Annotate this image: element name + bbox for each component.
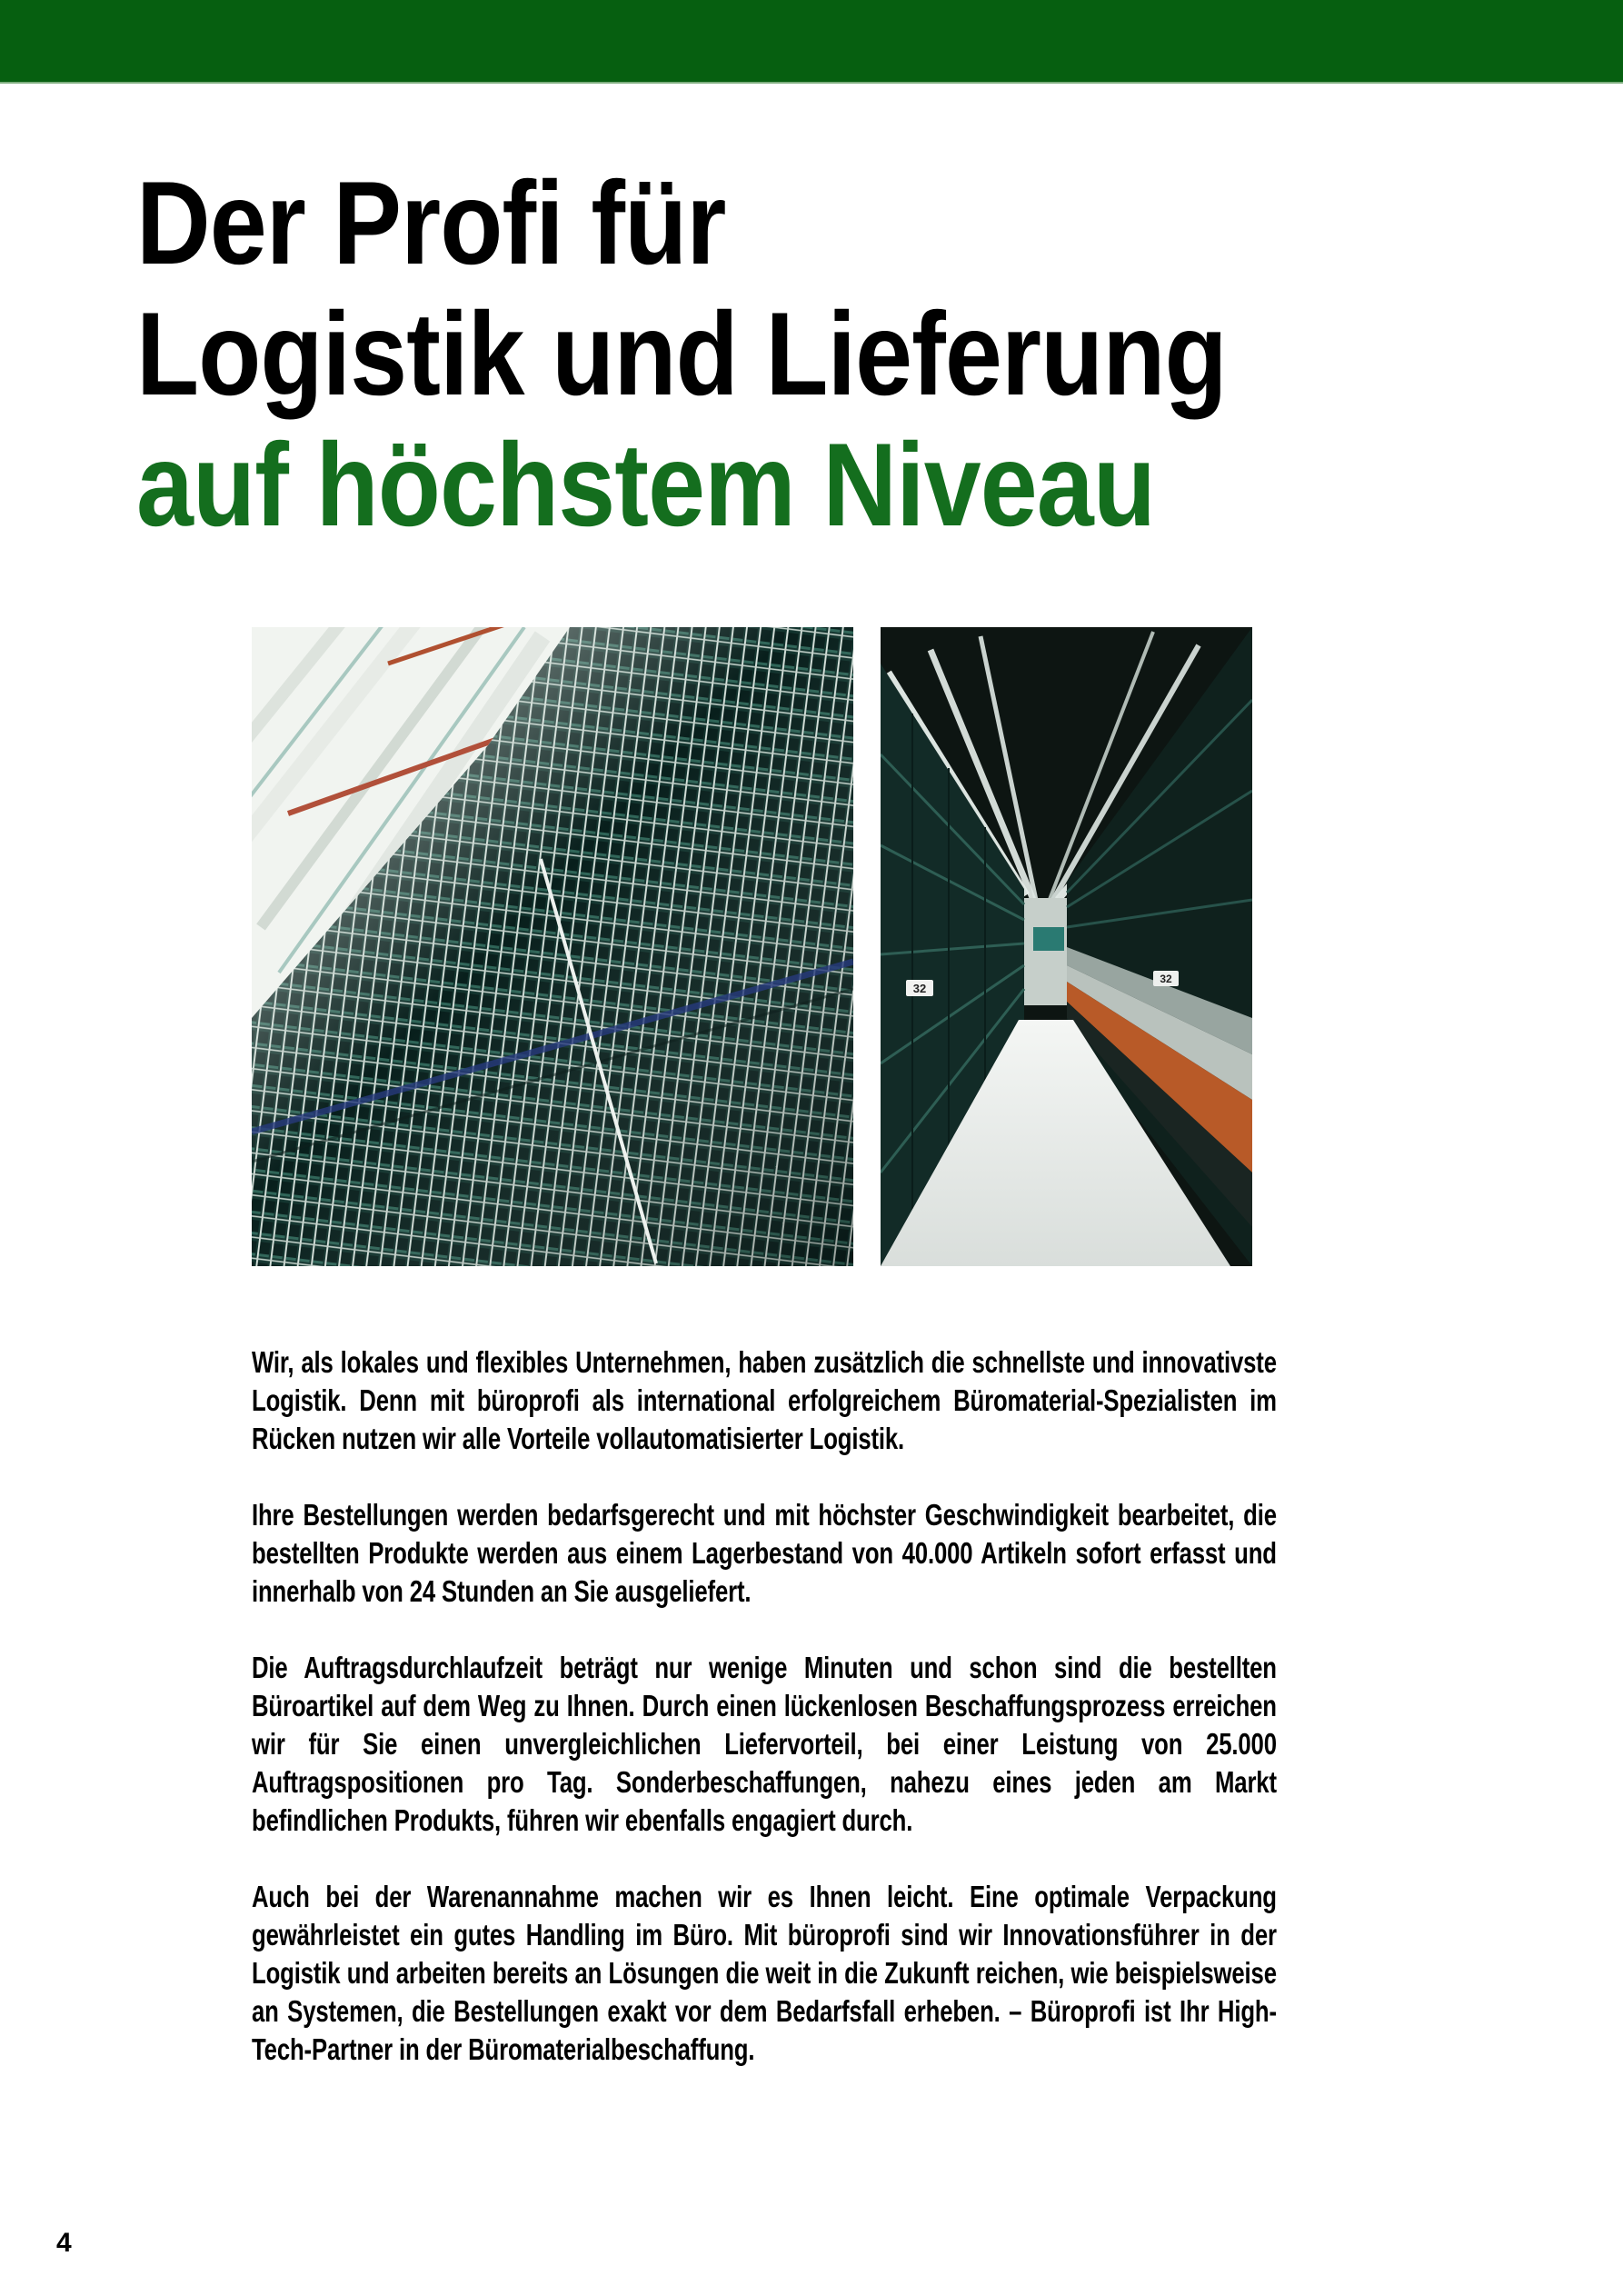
title-line-3: auf höchstem Niveau: [136, 418, 1156, 551]
rack-number-left: 32: [912, 982, 927, 995]
paragraph-4: Auch bei der Warenannahme machen wir es Ihnen leicht. Eine optimale Verpackung gewährleistet ein gutes Handling im Büro. Mit büroprofi sind wir Innovationsführer in der Logistik und arbeiten bereits an Lösungen die weit in die Zukunft reichen, wie beispielsweise an Systemen, die Bestellungen exakt vor dem Bedarfsfall erheben. – Büroprofi ist Ihr High-Tech-Partner in der Büromaterialbeschaffung.: [252, 1880, 1277, 2066]
rack-number-right: 32: [1160, 973, 1172, 985]
title-line-2: Logistik und Lieferung: [136, 287, 1227, 420]
rack-number-sign-left: [906, 980, 933, 996]
warehouse-racking-photo: [252, 627, 853, 1266]
paragraph-3: Die Auftragsdurchlaufzeit beträgt nur wenige Minuten und schon sind die bestellten Büroartikel auf dem Weg zu Ihnen. Durch einen lückenlosen Beschaffungsprozess erreichen wir für Sie einen unvergleichlichen Liefervorteil, bei einer Leistung von 25.000 Auftragspositionen pro Tag. Sonderbeschaffungen, nahezu eines jeden am Markt befindlichen Produkts, führen wir ebenfalls engagiert durch.: [252, 1651, 1277, 1837]
paragraph-1: Wir, als lokales und flexibles Unternehmen, haben zusätzlich die schnellste und innovativste Logistik. Denn mit büroprofi als international erfolgreichem Büromaterial-Spezialisten im Rücken nutzen wir alle Vorteile vollautomatisierter Logistik.: [252, 1345, 1277, 1455]
body-text: [252, 1343, 1277, 2069]
header-bar: [0, 0, 1623, 84]
rack-number-sign-right: [1153, 971, 1179, 986]
warehouse-aisle-illustration: [881, 627, 1252, 1266]
paragraph-2: Ihre Bestellungen werden bedarfsgerecht und mit höchster Geschwindigkeit bearbeitet, die bestellten Produkte werden aus einem Lagerbestand von 40.000 Artikeln sofort erfasst und innerhalb von 24 Stunden an Sie ausgeliefert.: [252, 1498, 1277, 1608]
page-number: 4: [56, 2228, 72, 2258]
page-title: [136, 157, 1389, 550]
title-line-1: Der Profi für: [136, 156, 726, 289]
warehouse-aisle-photo: [881, 627, 1252, 1266]
warehouse-racking-illustration: [252, 627, 853, 1266]
